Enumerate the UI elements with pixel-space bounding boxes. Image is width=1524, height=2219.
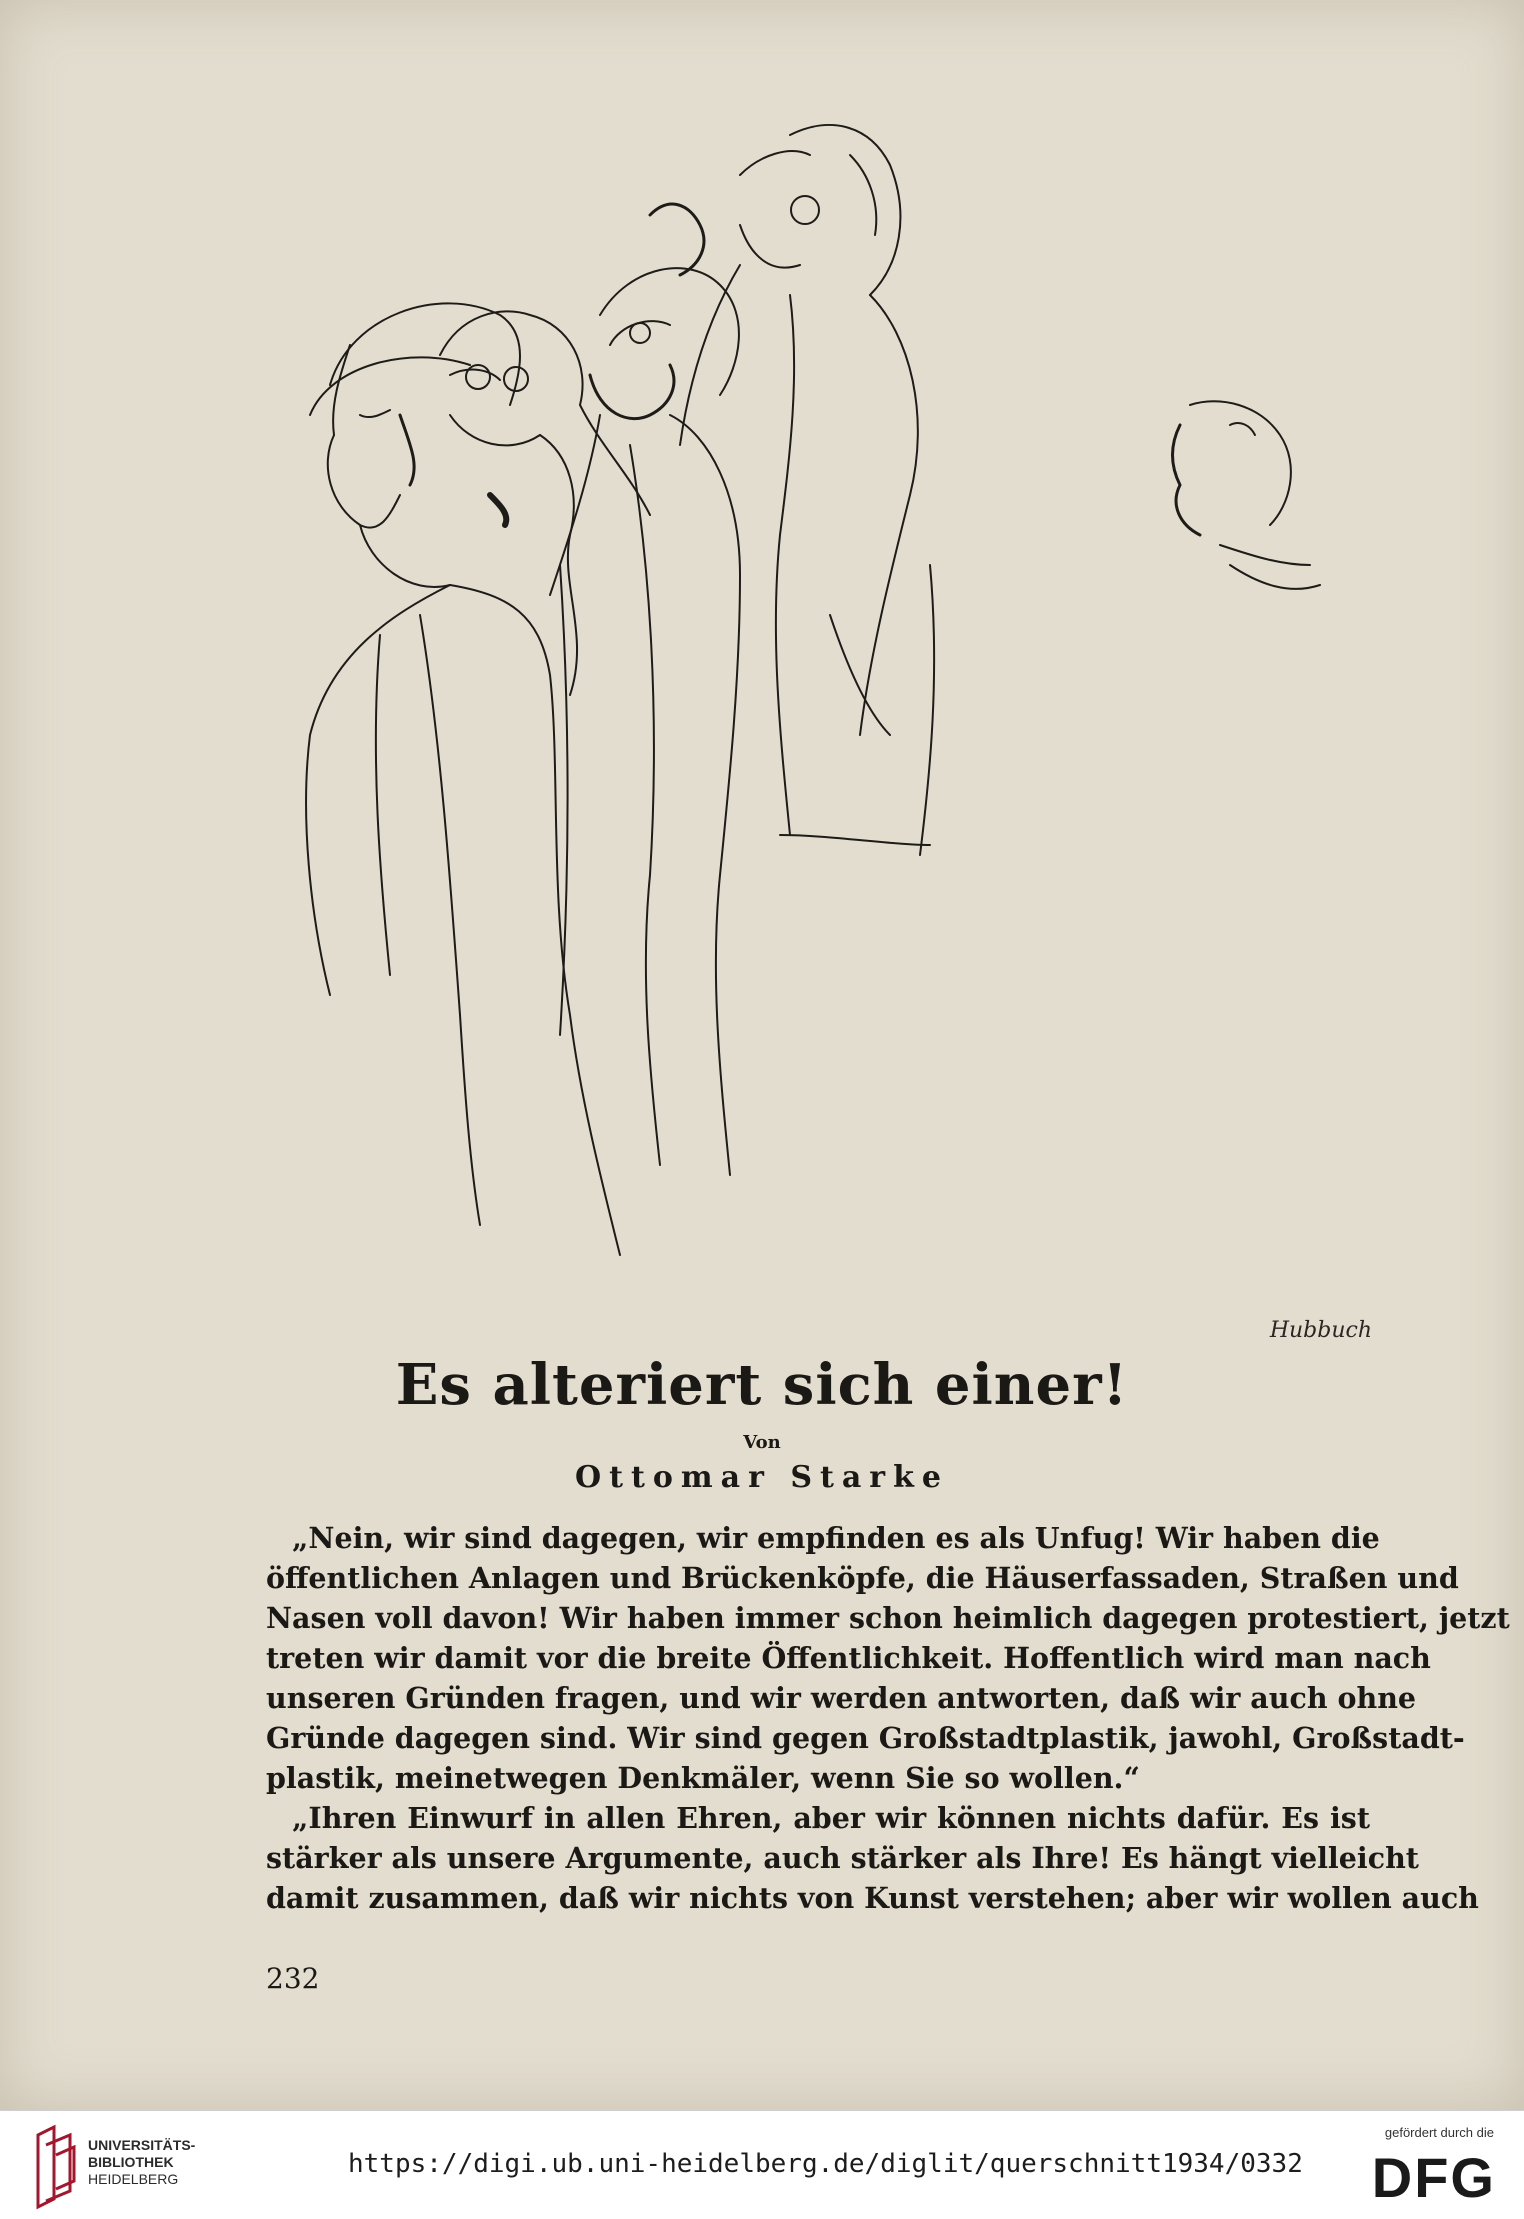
library-name[interactable]: UNIVERSITÄTS- BIBLIOTHEK HEIDELBERG — [88, 2137, 196, 2187]
article-body — [266, 1518, 1510, 1918]
article-title: Es alteriert sich einer! — [395, 1352, 1129, 1418]
sketch-illustration — [270, 115, 1370, 1345]
byline-prefix: Von — [743, 1432, 781, 1453]
body-line: Nasen voll davon! Wir haben immer schon heimlich dagegen protestiert, jetzt — [266, 1601, 1510, 1635]
body-line: „Ihren Einwurf in allen Ehren, aber wir können nichts dafür. Es ist — [292, 1801, 1370, 1835]
dfg-logo[interactable]: DFG — [1371, 2146, 1496, 2209]
viewer-footer — [0, 2110, 1524, 2219]
library-logo-icon[interactable] — [34, 2125, 78, 2209]
body-line: Gründe dagegen sind. Wir sind gegen Großstadtplastik, jawohl, Großstadt- — [266, 1721, 1465, 1755]
body-line: „Nein, wir sind dagegen, wir empfinden es als Unfug! Wir haben die — [292, 1521, 1380, 1555]
body-line: damit zusammen, daß wir nichts von Kunst verstehen; aber wir wollen auch — [266, 1881, 1479, 1915]
body-line: treten wir damit vor die breite Öffentlichkeit. Hoffentlich wird man nach — [266, 1641, 1431, 1675]
page-number: 232 — [266, 1962, 320, 1995]
body-line: öffentlichen Anlagen und Brückenköpfe, die Häuserfassaden, Straßen und — [266, 1561, 1459, 1595]
body-line: unseren Gründen fragen, und wir werden antworten, daß wir auch ohne — [266, 1681, 1417, 1715]
artist-signature: Hubbuch — [1269, 1318, 1372, 1343]
article-author: Ottomar Starke — [575, 1460, 949, 1495]
body-line: plastik, meinetwegen Denkmäler, wenn Sie so wollen.“ — [266, 1761, 1140, 1795]
document-url-link[interactable]: https://digi.ub.uni-heidelberg.de/diglit/querschnitt1934/0332 — [348, 2149, 1303, 2179]
funded-by-label: gefördert durch die — [1384, 2125, 1494, 2140]
body-line: stärker als unsere Argumente, auch stärker als Ihre! Es hängt vielleicht — [266, 1841, 1419, 1875]
